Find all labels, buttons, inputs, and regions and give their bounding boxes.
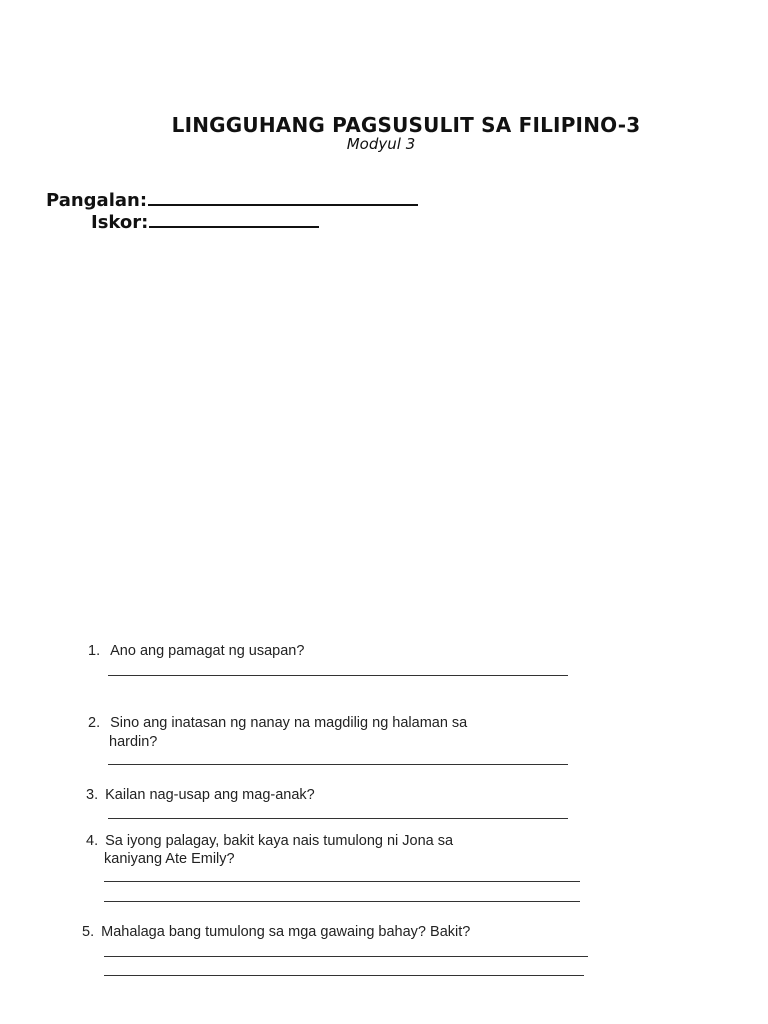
- name-label: Pangalan:: [46, 190, 148, 211]
- page-subtitle: Modyul 3: [346, 135, 416, 153]
- score-label: Iskor:: [91, 212, 149, 233]
- answer-line-1[interactable]: [108, 675, 568, 676]
- question-4-text-line1: Sa iyong palagay, bakit kaya nais tumulong ni Jona sa: [105, 833, 454, 849]
- question-1-number: 1.: [88, 643, 101, 659]
- question-5: [82, 923, 470, 942]
- question-3-number: 3.: [86, 787, 99, 803]
- question-1-text: Ano ang pamagat ng usapan?: [110, 643, 305, 659]
- answer-line-3[interactable]: [108, 818, 568, 819]
- question-3: [86, 786, 315, 805]
- answer-line-4a[interactable]: [104, 881, 580, 882]
- question-5-number: 5.: [82, 924, 95, 940]
- question-5-text: Mahalaga bang tumulong sa mga gawaing bahay? Bakit?: [101, 924, 471, 940]
- score-blank-line[interactable]: [149, 208, 319, 228]
- question-2-text-line2: hardin?: [109, 734, 158, 750]
- question-3-text: Kailan nag-usap ang mag-anak?: [105, 787, 315, 803]
- name-blank-line[interactable]: [148, 186, 418, 206]
- question-4: [86, 832, 453, 851]
- page-title: LINGGUHANG PAGSUSULIT SA FILIPINO-3: [171, 113, 641, 137]
- question-2-text-line1: Sino ang inatasan ng nanay na magdilig ng halaman sa: [110, 715, 468, 731]
- answer-line-5a[interactable]: [104, 956, 588, 957]
- answer-line-5b[interactable]: [104, 975, 584, 976]
- answer-line-4b[interactable]: [104, 901, 580, 902]
- question-4-text-line2: kaniyang Ate Emily?: [104, 851, 235, 867]
- question-1: [88, 642, 304, 661]
- question-2: [88, 714, 467, 733]
- question-4-number: 4.: [86, 833, 99, 849]
- answer-line-2[interactable]: [108, 764, 568, 765]
- question-2-number: 2.: [88, 715, 101, 731]
- score-field: [91, 208, 319, 233]
